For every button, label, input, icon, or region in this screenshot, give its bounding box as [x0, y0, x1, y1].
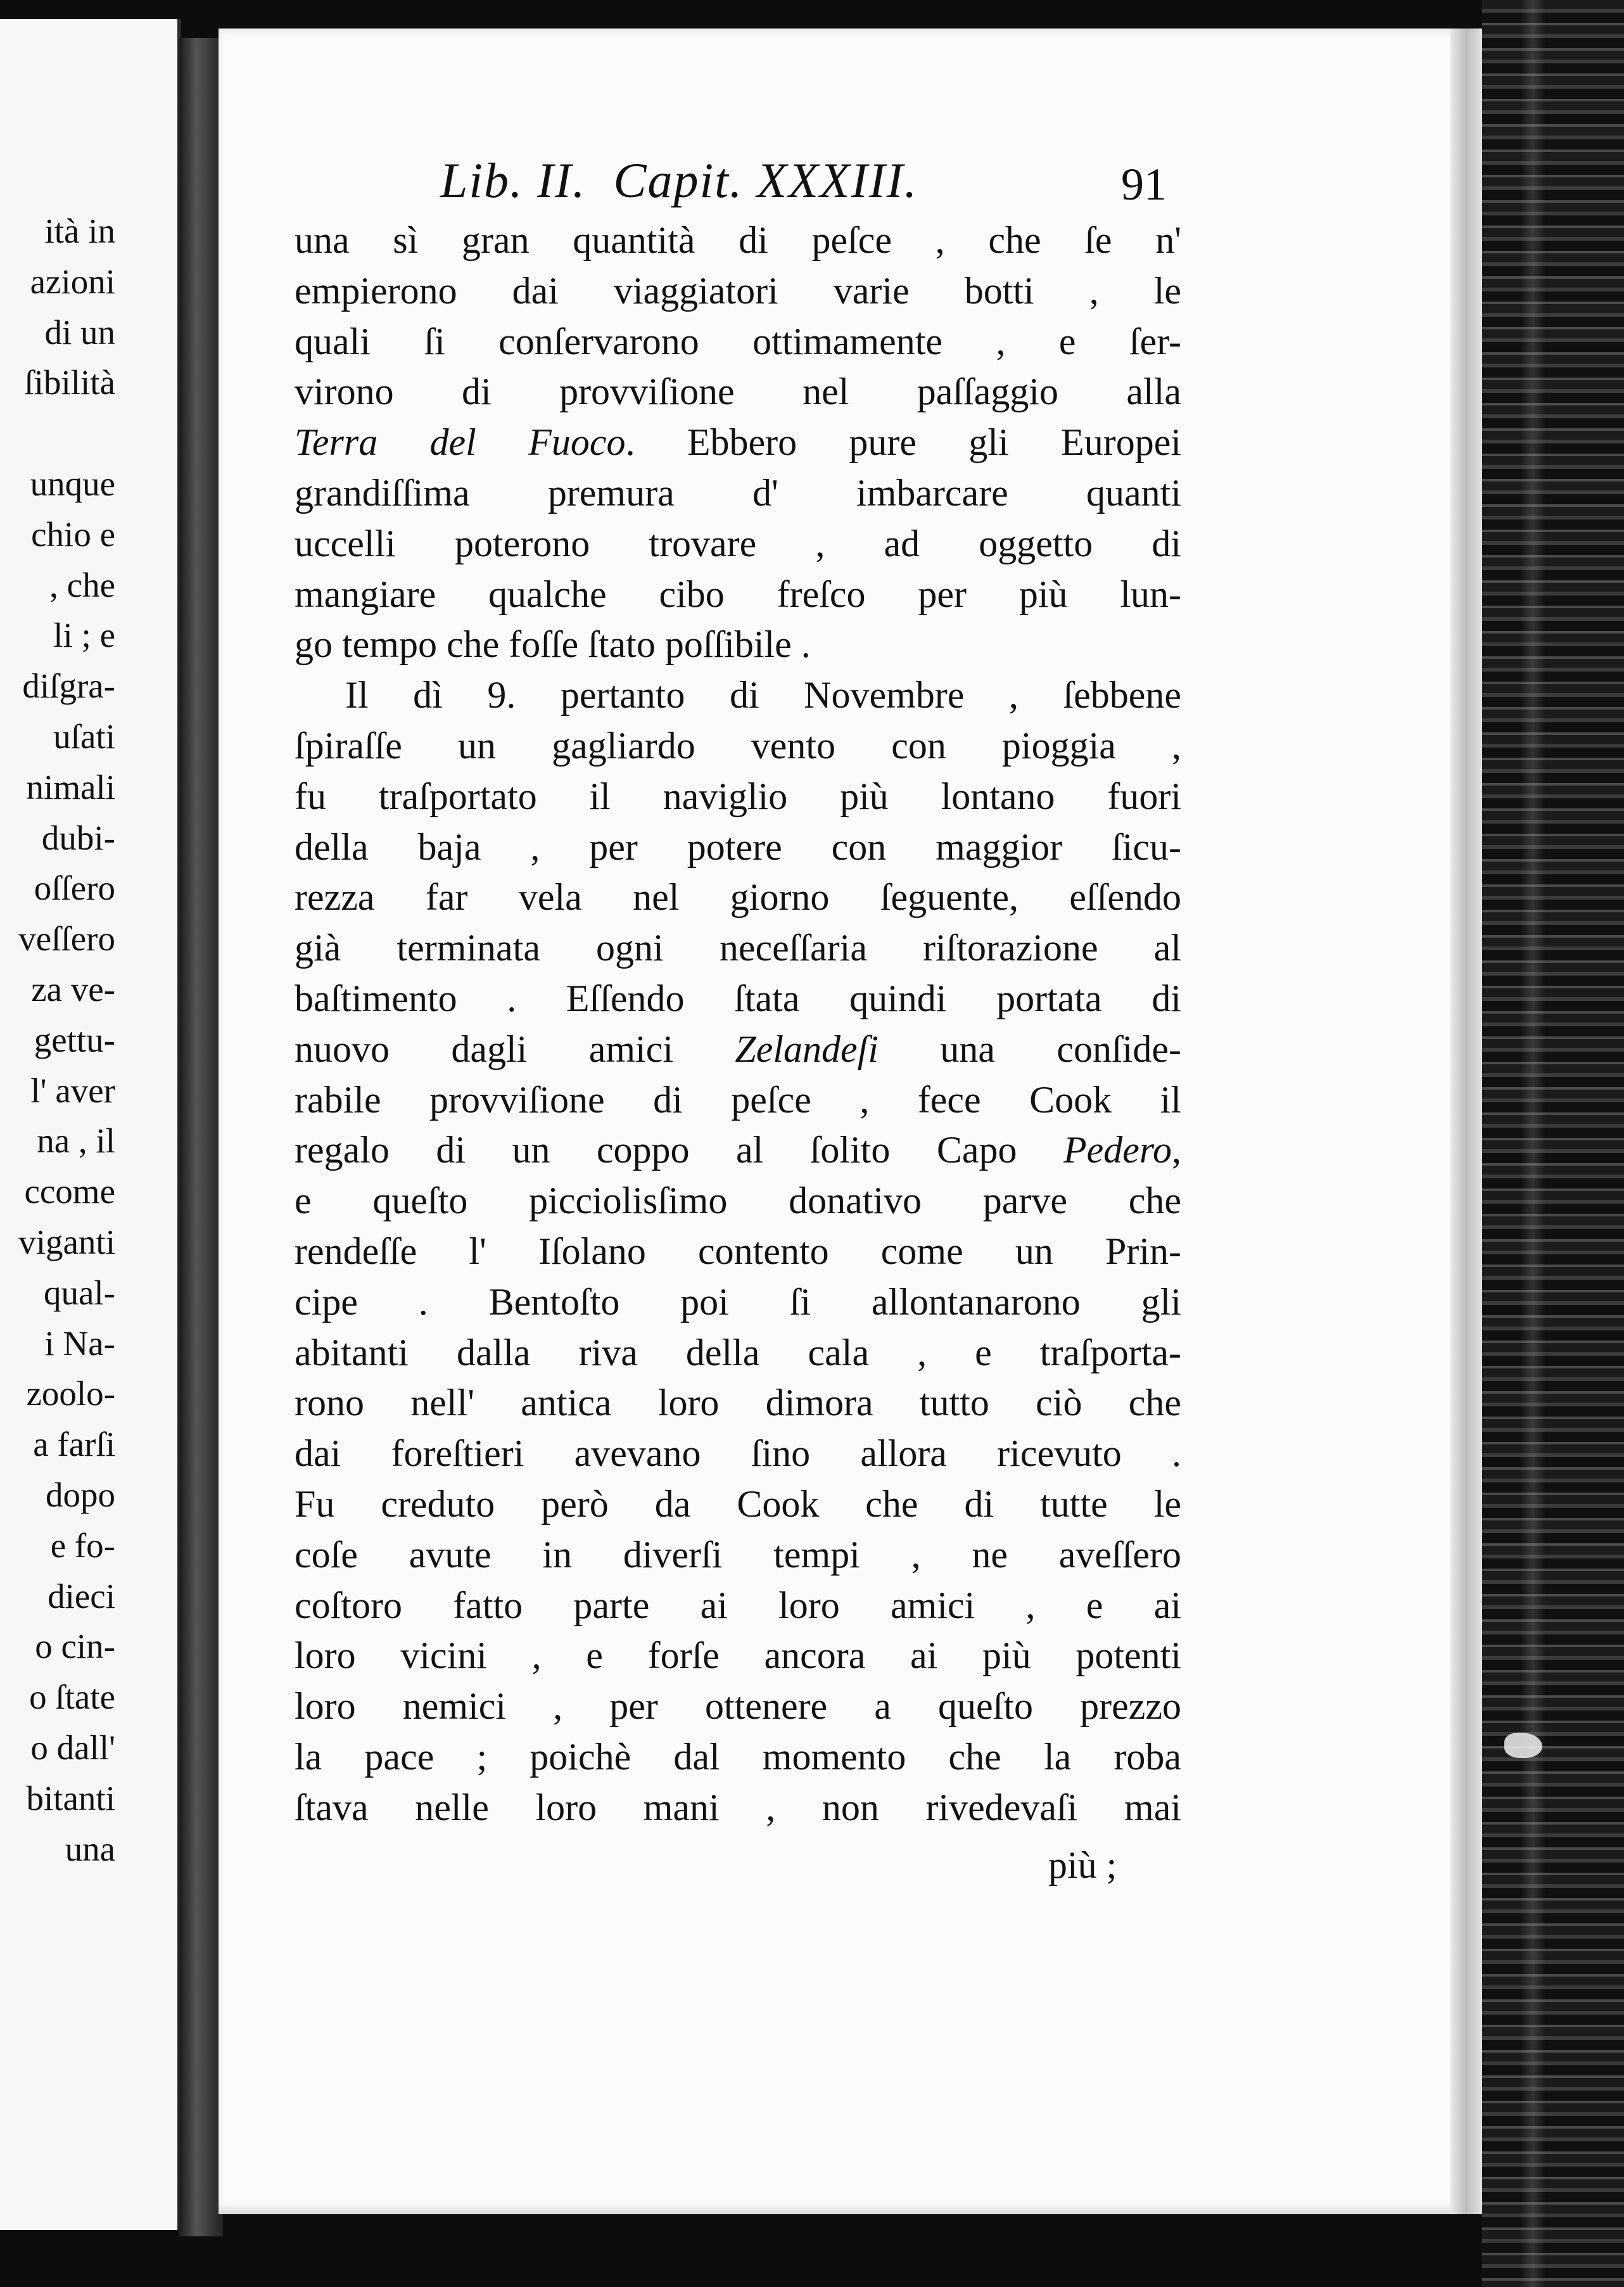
text-line: coſe avute in diverſi tempi , ne aveſſero [295, 1533, 1181, 1576]
text-line: fu traſportato il naviglio più lontano fuori [295, 775, 1181, 817]
text-line: baſtimento . Eſſendo ſtata quindi portata di [295, 977, 1181, 1019]
text-line: rezza far vela nel giorno ſeguente, eſſendo [295, 876, 1181, 919]
catchword: più ; [1048, 1844, 1117, 1886]
text-line: loro nemici , per ottenere a queſto prezzo [295, 1685, 1181, 1728]
text-line: ſtava nelle loro mani , non rivedevaſi mai [295, 1786, 1181, 1828]
italic-run: Zelandeſi [735, 1028, 879, 1070]
text-line: della baja , per potere con maggior ſicu- [295, 825, 1181, 868]
text-line: grandiſſima premura d' imbarcare quanti [295, 471, 1181, 514]
italic-run: Terra del Fuoco [295, 421, 626, 464]
spine-highlight [1520, 0, 1545, 2287]
text-line [295, 417, 1181, 468]
text-line: quali ſi conſervarono ottimamente , e ſer- [295, 320, 1181, 362]
text-line: go tempo che foſſe ſtato poſſibile . [295, 623, 811, 666]
paper-speck [1504, 1733, 1542, 1758]
text-line: Fu creduto però da Cook che di tutte le [295, 1482, 1181, 1525]
text-line: rabile provviſione di peſce , fece Cook il [295, 1078, 1181, 1121]
text-line: coſtoro fatto parte ai loro amici , e ai [295, 1584, 1181, 1626]
text-line: empierono dai viaggiatori varie botti , le [295, 269, 1181, 312]
text-run: , [1172, 1129, 1181, 1171]
text-line: dai foreſtieri avevano ſino allora ricevuto . [295, 1432, 1181, 1475]
text-line: abitanti dalla riva della cala , e traſporta- [295, 1331, 1181, 1373]
facing-page-text: ità in azioni di un ſibilità unque chio e , che li ; e diſgra- uſati nimali dubi- oſſero veſſero za ve- gettu- l' aver na , il ccome viganti qual- i Na- zoolo- a farſi dopo e fo- dieci o cin- o ſtate o dall' bitanti una [18, 212, 115, 1868]
text-line [295, 1024, 1181, 1075]
text-line: Il dì 9. pertanto di Novembre , ſebbene [345, 674, 1181, 717]
text-run: regalo di un coppo al ſolito Capo [295, 1129, 1063, 1171]
text-line: rono nell' antica loro dimora tutto ciò che [295, 1382, 1181, 1424]
text-line: la pace ; poichè dal momento che la roba [295, 1735, 1181, 1778]
text-line: e queſto picciolisſimo donativo parve che [295, 1180, 1181, 1222]
text-line: già terminata ogni neceſſaria riſtorazione al [295, 927, 1181, 969]
text-run: . Ebbero pure gli Europei [625, 421, 1181, 464]
text-line: loro vicini , e forſe ancora ai più potenti [295, 1634, 1181, 1677]
running-title: Lib. II. Capit. XXXIII. [440, 153, 918, 208]
text-line [295, 1125, 1181, 1176]
book-spine [1482, 0, 1624, 2287]
text-line: mangiare qualche cibo freſco per più lun- [295, 573, 1181, 615]
body-text [295, 215, 1181, 1833]
text-line: cipe . Bentoſto poi ſi allontanarono gli [295, 1280, 1181, 1323]
text-line: uccelli poterono trovare , ad oggetto di [295, 522, 1181, 564]
text-run: una conſide- [879, 1028, 1182, 1070]
facing-page [0, 19, 181, 2230]
page-edge [1450, 29, 1482, 2214]
italic-run: Pedero [1063, 1129, 1172, 1171]
text-line: rendeſſe l' Iſolano contento come un Prin- [295, 1230, 1181, 1272]
text-run: nuovo dagli amici [295, 1028, 735, 1070]
text-line: virono di provviſione nel paſſaggio alla [295, 371, 1181, 413]
text-line: ſpiraſſe un gagliardo vento con pioggia , [295, 724, 1181, 767]
book-gutter [179, 38, 223, 2236]
page-number: 91 [1121, 159, 1167, 210]
text-line: una sì gran quantità di peſce , che ſe n' [295, 219, 1181, 261]
